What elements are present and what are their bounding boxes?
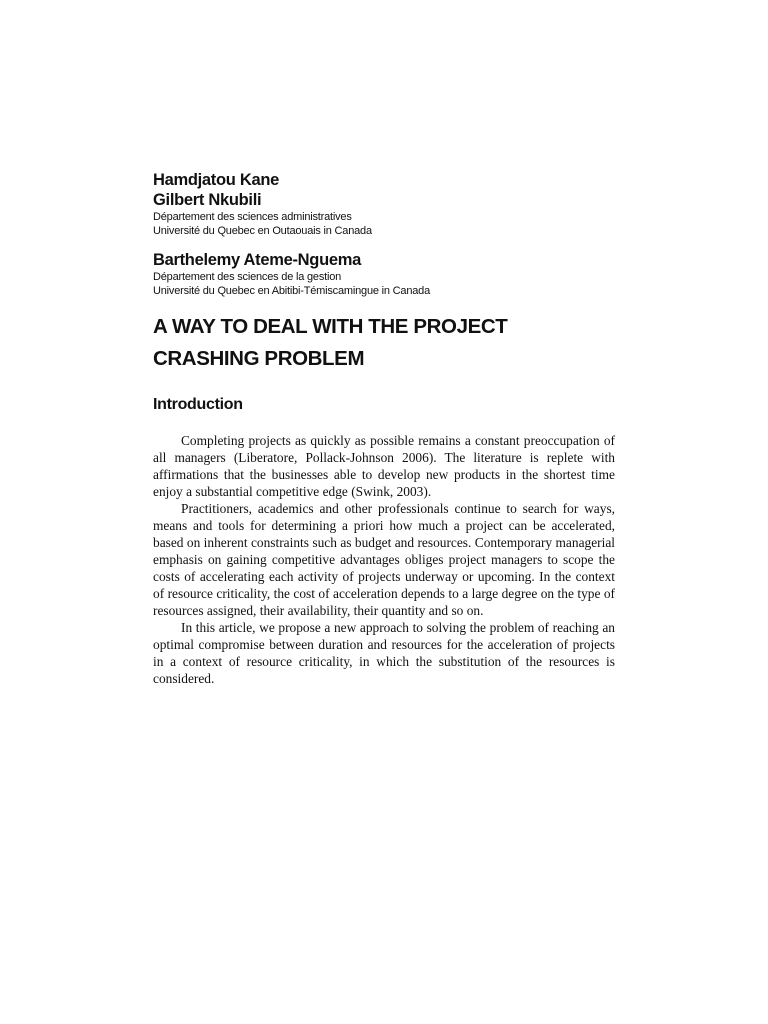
paper-title-line-2: CRASHING PROBLEM	[153, 347, 365, 370]
body-paragraph: Completing projects as quickly as possible remains a constant preoccupation of all managers (Liberatore, Pollack-Johnson 2006). The literature is replete with affirmations that the businesses able to develop new products in the shortest time enjoy a substantial competitive edge (Swink, 2003).	[153, 433, 615, 499]
paper-title-line-1: A WAY TO DEAL WITH THE PROJECT	[153, 315, 508, 338]
author-name: Barthelemy Ateme-Nguema	[153, 251, 361, 269]
section-heading: Introduction	[153, 396, 243, 413]
paper-page	[153, 170, 615, 687]
author-affiliation-line: Département des sciences administratives	[153, 211, 352, 223]
author-affiliation-line: Département des sciences de la gestion	[153, 271, 342, 283]
author-name: Gilbert Nkubili	[153, 191, 262, 209]
paper-title	[153, 311, 615, 375]
author-group-1	[153, 170, 615, 238]
author-affiliation-line: Université du Quebec en Outaouais in Canada	[153, 225, 372, 237]
author-name: Hamdjatou Kane	[153, 171, 279, 189]
section-body	[153, 432, 615, 687]
body-paragraph: Practitioners, academics and other professionals continue to search for ways, means and tools for determining a priori how much a project can be accelerated, based on inherent constraints such as budget and resources. Contemporary managerial emphasis on gaining competitive advantages obliges project managers to scope the costs of accelerating each activity of projects underway or upcoming. In the context of resource criticality, the cost of acceleration depends to a large degree on the type of resources assigned, their availability, their quantity and so on.	[153, 501, 615, 618]
author-group-2	[153, 250, 615, 298]
author-affiliation-line: Université du Quebec en Abitibi-Témiscamingue in Canada	[153, 285, 430, 297]
body-paragraph: In this article, we propose a new approach to solving the problem of reaching an optimal compromise between duration and resources for the acceleration of projects in a context of resource criticality, in which the substitution of the resources is considered.	[153, 620, 615, 686]
